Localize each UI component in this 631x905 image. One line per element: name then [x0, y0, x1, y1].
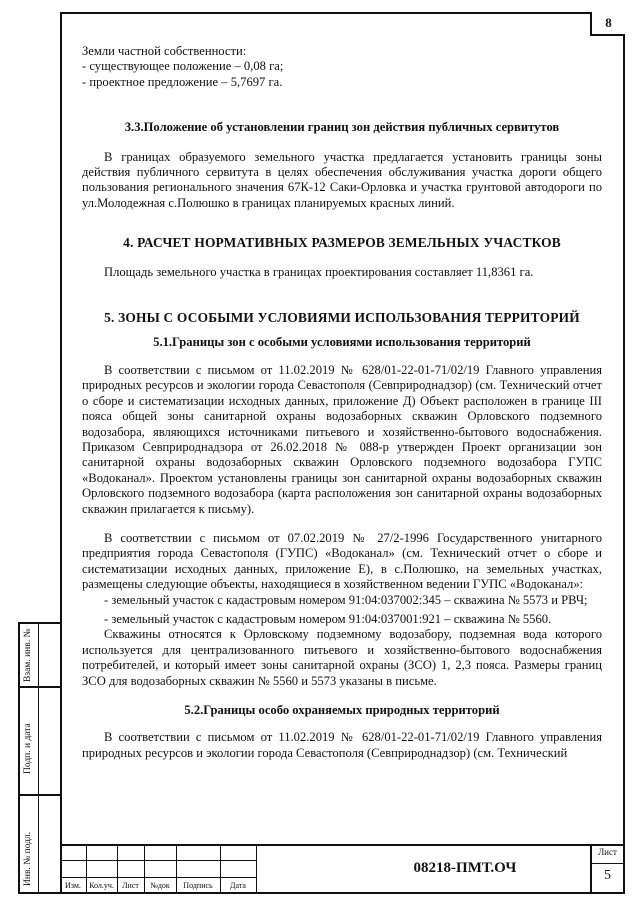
tb-divider [60, 877, 256, 878]
tb-col-izm: Изм. [65, 881, 81, 890]
section-5-2-paragraph: В соответствии с письмом от 11.02.2019 № 628/01-22-01-71/02/19 Главного управления природных ресурсов и экологии города Севастополя (Севприроднадзор) (см. Технический [82, 730, 602, 760]
section-4-heading: 4. РАСЧЕТ НОРМАТИВНЫХ РАЗМЕРОВ ЗЕМЕЛЬНЫХ УЧАСТКОВ [123, 235, 561, 251]
list-item: - земельный участок с кадастровым номером 91:04:037002:345 – скважина № 5573 и РВЧ; [104, 592, 588, 607]
side-divider [20, 686, 60, 688]
inv-orig-label: Инв. № подл. [23, 831, 33, 886]
section-3-3-paragraph: В границах образуемого земельного участка предлагается установить границы зоны действия публичного сервитута в целях обеспечения обслуживания участка дороги общего пользования регионального значения 67К-12 Саки-Орловка и участка грунтовой автодороги по ул.Молодежная с.Полюшко в границах планируемых красных линий. [82, 149, 602, 210]
section-5-1-heading: 5.1.Границы зон с особыми условиями использования территорий [153, 335, 531, 350]
list-item: - земельный участок с кадастровым номером 91:04:037001:921 – скважина № 5560. [104, 611, 552, 626]
tb-col-podpis: Подпись [183, 881, 213, 890]
title-block [60, 844, 625, 894]
sheet-label: Лист [598, 847, 617, 857]
sheet-number: 5 [604, 868, 611, 883]
tb-col-list: Лист [122, 881, 139, 890]
document-code: 08218-ПМТ.ОЧ [413, 860, 517, 876]
tb-col-ndok: №док [150, 881, 170, 890]
tb-divider [256, 846, 257, 894]
corner-page-number: 8 [590, 12, 625, 36]
tb-divider [60, 860, 256, 861]
section-5-2-heading: 5.2.Границы особо охраняемых природных территорий [184, 703, 500, 717]
side-stamp [18, 622, 60, 894]
side-divider [20, 794, 60, 796]
section-5-heading: 5. ЗОНЫ С ОСОБЫМИ УСЛОВИЯМИ ИСПОЛЬЗОВАНИЯ ТЕРРИТОРИЙ [104, 310, 580, 326]
sign-date-label: Подп. и дата [23, 723, 33, 774]
section-5-1-paragraph-b: В соответствии с письмом от 07.02.2019 № 27/2-1996 Государственного унитарного предприятия города Севастополя (ГУПС) «Водоканал» (см. Технический отчет о сборе и систематизации исходных данных, приложение Е), в с.Полюшко, на земельных участках, размещены следующие объекты, находящиеся в хозяйственном ведении ГУПС «Водоканал»: [82, 530, 602, 592]
tb-col-data: Дата [230, 881, 246, 890]
private-land-proposed: - проектное предложение – 5,7697 га. [82, 74, 283, 89]
section-4-paragraph: Площадь земельного участка в границах проектирования составляет 11,8361 га. [104, 264, 534, 279]
tb-col-kol: Кол.уч. [89, 881, 114, 890]
side-divider [38, 624, 39, 892]
document-body [82, 44, 602, 761]
section-5-1-paragraph-a: В соответствии с письмом от 11.02.2019 № 628/01-22-01-71/02/19 Главного управления природных ресурсов и экологии города Севастополя (Севприроднадзор) (см. Технический отчет о сборе и систематизации исходных данных, приложение Д) Объект расположен в границе III пояса общей зоны санитарной охраны водозаборных скважин Орловского подземного водозабора, являющихся источниками питьевого и хозяйственно-бытового водоснабжения. Приказом Севприроднадзора от 26.02.2018 № 088-р утвержден Проект организации зон санитарной охраны водозаборных скважин Орловского подземного водозабора ГУПС «Водоканал». Проектом установлены границы зон санитарной охраны водозаборных скважин Орловского подземного водозабора (карта расположения зон санитарной охраны водозаборных скважин прилагается к письму). [82, 362, 602, 516]
section-5-1-paragraph-c: Скважины относятся к Орловскому подземному водозабору, подземная вода которого используется для централизованного питьевого и хозяйственно-бытового водоснабжения потребителей, и который имеет зоны санитарной охраны (ЗСО) 1, 2,3 пояса. Размеры границ ЗСО для водозаборных скважин № 5560 и 5573 указаны в письме. [82, 627, 602, 688]
section-3-3-heading: 3.3.Положение об установлении границ зон действия публичных сервитутов [124, 120, 560, 135]
replace-inv-label: Взам. инв. № [23, 628, 33, 682]
private-land-heading: Земли частной собственности: [82, 44, 247, 58]
private-land-existing: - существующее положение – 0,08 га; [82, 59, 284, 74]
